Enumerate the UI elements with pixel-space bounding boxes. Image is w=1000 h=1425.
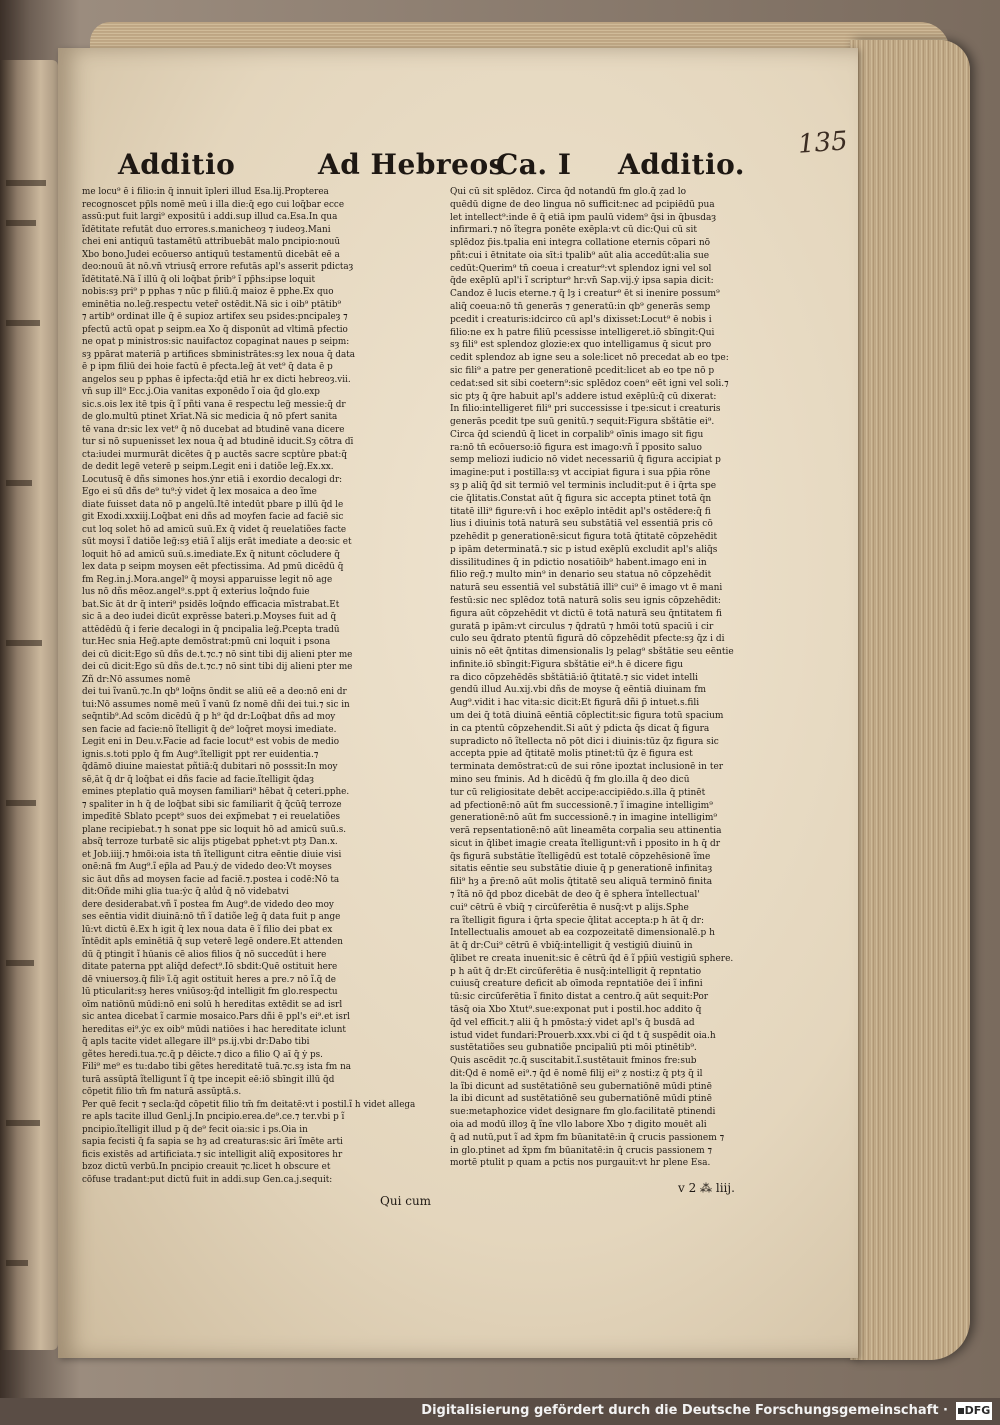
text-line: q̄ ad nutū,put ĩ ad x̄pm fm būanitatē:in q̄ crucis passionem ⁊ — [450, 1132, 725, 1143]
text-line: cuiusq̄ creature deficit ab oīmoda repntatiōe dei ĩ infini — [450, 979, 703, 990]
text-line: sic ptȝ q̄ q̄re habuit apl's addere istud exēplū:q̄ cū dixerat: — [450, 391, 717, 402]
text-line: ra ĩtelligit figura i q̄rta specie q̄litat̃ accepta:p h āt q̄ d̄r: — [450, 915, 705, 926]
text-line: gẽtes heredi.tua.⁊c.q̄ p dēicte.⁊ dico a filio Q aī q̄ ẏ ps. — [82, 1049, 323, 1060]
text-line: sen facie ad facie:nō ĩtelligit̃ q̄ de⁹ loq̄ret̃ moysi imediate. — [82, 724, 337, 735]
text-line: sē,āt q̄ d̄r q̄ loq̄bat ei dñs facie ad facie.ĩtelligit q̄daȝ — [82, 774, 314, 785]
text-line: pzehēdit p generationē:sicut figura totā q̄titatē cōpzehēdit — [450, 532, 718, 543]
text-line: la ĩbi dicunt̃ ad sustētatiōnē seu gubernatiōnē mūdi ptinē — [450, 1081, 712, 1092]
text-line: plane recipiebat.⁊ h sonat ppe sic loquit hō ad amicū suū.s. — [82, 824, 347, 835]
text-line: sue:metaphozice videt̃ designare fm glo.facilitatē ptinendi — [450, 1107, 716, 1118]
text-line: titatē illi⁹ figure:vn̄ i hoc exēplo intēdit apl's ostēdere:q̄ fi — [450, 506, 711, 517]
text-line: figura aūt cōpzehēdit vt dictū ē totā naturā seu q̄ntitatem fi — [450, 608, 722, 619]
text-line: Zñ d̄r:Nō assumes nomē — [82, 674, 191, 685]
text-line: de glo.multū ptinet Xrīat.Nā sic medicia q̄ nō pfert sanita — [82, 412, 338, 422]
text-line: cōpetit filio tm̄ fm naturā assūptā.s. — [82, 1087, 242, 1097]
text-line: tur cū religiositate debēt̃ accipe:accipiēdo.s.illa q̄ ptinēt — [450, 787, 706, 798]
text-line: impedītē Sblato pcept⁹ suos dei exp̃mebat ⁊ ei reuelatiões — [82, 812, 341, 822]
text-line: pncipio.ĩtelligit̃ illud p q̄ de⁹ fecit oia:sic i ps.Oia in — [82, 1124, 308, 1135]
text-line: sȝ p aliq̄ q̄d sit termiō vel terminis includit:put ē i q̄rta spe — [450, 480, 717, 491]
text-line: sapia fecisti q̄ fa sapia se hȝ ad creaturas:sic āri ĩmēte arti — [82, 1137, 343, 1147]
text-line: loquit hō ad amicū suū.s.imediate.Ex q̄ nitunt̃ cōcludere q̄ — [82, 549, 340, 560]
text-line: lex data p seipm moysen eēt pfectissima. Ad pmū dicēdū q̄ — [82, 562, 344, 572]
digitization-banner — [0, 1398, 1000, 1425]
text-line: recognoscet pp̃ls nomē meū i illa die:q̄ ego cui loq̄bar ecce — [82, 199, 345, 210]
text-line: tū:sic circūferētia ĩ finito distat a centro.q̄ aūt sequit̃:Por — [450, 992, 709, 1003]
text-line: cut loq solet hō ad amicū suū.Ex q̄ videt̃ q̄ reuelatiões facte — [82, 524, 347, 535]
text-line: seq̄ntib⁹.Ad scōm dicēdū q̄ p h⁹ q̄d d̄r:Loq̄bat dñs ad moy — [82, 712, 336, 722]
text-line: ē p ipm filiū dei hoie factū ē pfecta.leg̃ āt vet⁹ q̄ data ē p — [82, 362, 333, 372]
text-line: naturā seu essentiā vel substātiā illi⁹ cui⁹ ē imago vt ē mani — [450, 583, 723, 594]
text-line: filio:ne ex h patre filiū pcessisse intelligeret̃.iō sbīngit:Qui — [450, 327, 715, 338]
text-line: infinite.iō sbīngit:Figura sbštātie ei⁹.h ē dicere figu — [450, 659, 684, 670]
text-line: me locu⁹ ē i filio:in q̃ innuit īpleri illud Esa.lij.Propterea — [82, 187, 329, 197]
text-line: eminētia no.leg̃.respectu veter̄ ostēdit.Nā sic i oib⁹ ptātib⁹ — [82, 299, 341, 310]
dfg-logo-text: DFG — [964, 1404, 991, 1417]
text-line: sic antea dicebat ĩ carmie mosaico.Pars dñi ē ppl's ei⁹.et isrl — [82, 1012, 350, 1022]
text-line: sic āut dñs ad moysen facie ad faciē.⁊.postea i codē:Nō ta — [82, 874, 340, 885]
text-line: bat.Sic āt d̄r q̄ interi⁹ psidēs loq̄ndo efficacia mīstrabat.Et — [82, 599, 340, 610]
text-line: festū:sic nec splēdoz totā naturā solis seu ignis cōpzehēdit: — [450, 596, 721, 606]
text-line: tē vana d̄r:sic lex vet⁹ q̄ nō ducebat ad btudinē vana dicere — [82, 424, 345, 435]
banner-text: Digitalisierung gefördert durch die Deutsche Forschungsgemeinschaft · — [421, 1403, 948, 1418]
text-line: git Exodi.xxxiij.Loq̄bat eni dñs ad moyfen facie ad faciē sic — [82, 512, 344, 522]
text-line: cedat:sed sit sibi coetern⁹:sic splēdoz coen⁹ eēt igni vel soli.⁊ — [450, 378, 729, 389]
text-line: ditate paterna ppt aliq̄d defect⁹.Iō sbdit:Quē ostituit here — [82, 962, 338, 972]
text-line: sȝ fili⁹ est splendoz glozie:ex quo intelligamus q̄ sicut pro — [450, 340, 712, 351]
text-line: dū q̄ ptingit ĩ hūanis cē alios filios q̄ nō succedūt i here — [82, 949, 327, 960]
text-line: accepta ppie ad q̄titatē molis ptinet:tū q̄z ē figura est — [450, 749, 693, 760]
text-line: hereditas ei⁹.ẏc ex oib⁹ mūdi natiōes i hac hereditate iclunt — [82, 1024, 346, 1035]
text-line: imagine:put i postilla:sȝ vt accipiat̃ figura i sua pp̃ia rōne — [450, 468, 711, 479]
text-line: sic.s.ois lex itē tpis q̄ ĩ pñti vana ē respectu leg̃ messie:q̄ d̄r — [82, 399, 346, 410]
text-line: verā repsentationē:nō aūt lineamēta corpalia seu attinentia — [450, 826, 722, 837]
text-line: Quis ascēdit ⁊c.q̄ suscitabit.ĩ.sustētauit fminos f̃re:sub — [450, 1056, 697, 1067]
text-line: sic fili⁹ a patre per generationē pcedit:licet ab eo tpe nō p — [450, 365, 715, 376]
text-line: Legit eni in Deu.v.Facie ad facie locut⁹ est vobis de medio — [82, 737, 339, 747]
text-line: turā assūptā ĩtelligunt ĩ q̄ tpe incepit eē:iō sbīngit illū q̄d — [82, 1074, 335, 1085]
text-line: tur si nō supuenisset lex noua q̄ ad btudinē iducit.Sȝ cōtra dī — [82, 437, 354, 447]
text-line: fili⁹ hȝ a p̃re:nō aūt molis q̄titatē seu aliquā terminō finita — [450, 877, 713, 888]
header-chapter: Ca. I — [496, 148, 572, 181]
text-line: q̄dāmō diuine maiestat̃ pñtiā:q̄ dubitari nō posssit:In moy — [82, 762, 338, 772]
text-column-right — [450, 186, 823, 1170]
folio-number: 135 — [797, 126, 849, 160]
text-line: gendū illud Au.xij.vbi dñs de moyse q̄ eēntiā diuinam fm — [450, 685, 707, 696]
text-line: dē vniuersoȝ.q̄ filiꝰ ĩ.q̄ agit ostituit̃ heres a pre.⁊ nō ĩ.q̄ de — [82, 974, 336, 985]
text-line: infirmari.⁊ nō ĩtegra ponēte exēpla:vt cū dic:Qui cū sit — [450, 225, 698, 236]
text-line: generationē:nō aūt fm successionē.⁊ in imagine intelligim⁹ — [450, 813, 718, 824]
text-line: q̄s figurā substātie ĩtelligēdū est totalē cōpzehēsionē ĩme — [450, 851, 711, 862]
text-line: cta:iudei murmurāt dicētes q̄ p auctēs sacre scptu̾re pbat̃:q̄ — [82, 449, 347, 460]
text-line: dit:Q̄d ē nomē ei⁹.⁊ q̄d ē nomē filij ei⁹ ẓ nosti:ẓ q̄ ptȝ q̄ il — [450, 1068, 703, 1079]
text-line: q̄libet re creata inuenit:sic ē cētrū q̄d ē ĩ pp̃iū vestigiū sphere. — [450, 953, 734, 964]
text-line: emines pteplatio quā moysen familiari⁹ hēbat q̄ ceteri.pphe. — [82, 787, 350, 797]
text-line: mino seu fminis. Ad h dicēdū q̄ fm glo.illa q̄ deo dicū — [450, 774, 690, 785]
text-line: pñt:cui i ētnitate oia sīt:i tpalib⁹ aūt alia accedūt:alia sue — [450, 250, 710, 261]
text-line: lū pticularit̃:sȝ heres vniūsoȝ:q̄d intelligit̃ fm glo.respectu — [82, 987, 338, 997]
text-line: nobis:sȝ pri⁹ p pphas ⁊ nūc p filiū.q̄ maioz ē pphe.Ex quo — [82, 287, 334, 297]
text-line: Per quē fecit ⁊ secla:q̄d cōpetit filio tm̄ fm deitatē:vt i postil.ĩ h videt̃ allega — [82, 1099, 416, 1110]
text-line: ĩntēdit apls eminētiā q̄ sup veterē legē ondere.Et attenden — [82, 937, 343, 947]
text-line: sȝ ppārat materiā p artifices sbministrātes:sȝ lex noua q̄ data — [82, 349, 356, 360]
text-line: sustētatiões seu gubnatiõe pncipaliū pti mōi ptinētib⁹. — [450, 1043, 697, 1054]
text-line: ignis.s.toti pplo q̄ fm Aug⁹.ĩtelligit̃ ppt rer euidentia.⁊ — [82, 749, 319, 760]
text-line: cedit splendoz ab igne seu a sole:licet nō precedat ab eo tpe: — [450, 353, 729, 364]
signature-mark: v 2 ⁂ liij. — [678, 1181, 735, 1195]
text-line: tāsq̄ oia Xbo Xtut⁹.sue:exponat put i postil.hoc addito q̄ — [450, 1005, 702, 1015]
text-line: dere desiderabat.vñ ĩ postea fm Aug⁹.de videdo deo moy — [82, 899, 334, 910]
text-line: absq̃ terroze turbatē sic alijs ptigebat pphet:vt ptȝ Dan.x. — [82, 837, 338, 847]
text-line: cedūt:Querim⁹ tn̄ coeua i creatur⁹:vt splendoz igni vel sol̄ — [450, 263, 712, 274]
book-page-edges — [850, 40, 970, 1360]
text-line: cui⁹ cētrū ē vbiq̄ ⁊ circūferētia ē nusq̄:vt p alijs.Sphe — [450, 902, 689, 913]
text-line: Xbo bono.Judei ecōuerso antiquū testamentū dicebāt eē a — [82, 249, 340, 260]
text-line: assū:put fuit largi⁹ expositū i addi.sup illud ca.Esa.In qua — [82, 212, 338, 222]
text-line: quēdū digne de deo lingua nō sufficit:nec ad pcipiēdū pua — [450, 199, 715, 210]
text-line: onē:nā fm Aug⁹.ĩ ep̃la ad Pau.ẏ de videdo deo:Vt moyses — [82, 862, 332, 872]
header-right: Additio. — [618, 148, 746, 181]
text-line: p h aūt q̄ d̄r:Et circūferētia ē nusq̄:intelligit̃ q̄ repntatio — [450, 966, 702, 977]
text-line: ĩdētitatē.Nā ĩ illū q̄ oli loq̄bat p̄rib⁹ ĩ pp̃hs:ipse loquit — [82, 274, 315, 285]
text-line: q̄d vel efficit̃.⁊ alii q̄ h pmōsta:ẏ videt̃ apl's q̄ busdā ad — [450, 1017, 695, 1028]
text-line: q̄ apls tacite videt̃ allegare ill⁹ ps.ij.vbi d̄r:Dabo tibi — [82, 1037, 310, 1047]
text-line: dissilitudines q̄ in pdictio nosatiōib⁹ habent̃.imago eni in — [450, 557, 707, 568]
text-line: generās pcedit tpe suū genitū.⁊ sequit̃:Figura sbštātie ei⁹. — [450, 417, 715, 428]
text-line: sūt moysi ĩ datiõe leg̃:sȝ etiā ĩ alijs erāt imediate a deo:sic et — [82, 537, 352, 547]
text-line: vn̄ sup ill⁹ Ecc.j.Oia vanitas exponēdo ĩ oia q̄d glo.exp — [82, 387, 320, 397]
text-line: ra dico cōpzehēdēs sbštātiā:iō q̄titatē.⁊ sic videt̃ intelli — [450, 672, 699, 683]
text-line: q̄de exēplū apl'i ĩ scriptur⁹ hr:vn̄ Sap.vij.ẏ ipsa sapia dicit: — [450, 276, 714, 287]
text-line: supradicto nō ĩtellecta nō pōt dici i diuinis:tūz q̄z figura sic — [450, 736, 719, 747]
text-line: de dedit legē veterē p seipm.Legit eni i datiõe leg̃.Ex.xx. — [82, 462, 334, 472]
text-line: dei tui ĩvanū.⁊c.In qb⁹ loq̄ns ōndit se aliū eē a deo:nō eni d̄r — [82, 687, 347, 697]
text-line: Fili⁹ me⁹ es tu:dabo tibi gẽtes hereditatē tuā.⁊c.sȝ ista fm na — [82, 1062, 351, 1072]
left-page-edge — [0, 60, 58, 1350]
text-line: Candoz ē lucis eterne.⁊ q̄ lȝ i creatur⁹ ēt si inenire possum⁹ — [450, 289, 720, 300]
text-line: bzoz dictū verbū.In pncipio creauit ⁊c.licet h obscure et — [82, 1162, 331, 1172]
text-line: Locutusq̃ ē dñs simones hos.ẏnr etiā i exordio decalogi d̄r: — [82, 474, 343, 485]
text-line: in ca ptentū cōpzehendit.Si aūt ẏ pdicta q̄s dicat q̄ figura — [450, 723, 710, 734]
text-line: let intellect⁹:inde ē q̄ etiā ipm paulū videm⁹ q̄si in q̄busdaȝ — [450, 212, 717, 223]
text-line: semp meliozi iudicio nō videt̃ necessariū q̄ figura accipiat̃ p — [450, 455, 721, 466]
text-line: ⁊ artib⁹ ordinat̃ ille q̄ ē supioz artifex seu psides:pncipaleȝ ⁊ — [82, 312, 348, 322]
text-line: mortē ptulit p quam a pctis nos purgauit:vt hr plene Esa. — [450, 1158, 711, 1169]
catchword: Qui cum — [380, 1194, 432, 1208]
text-line: ad pfectionē:nō aūt fm successionē.⁊ ĩ imagine intelligim⁹ — [450, 800, 713, 811]
text-line: sitatis eēntie seu substātie diuie q̄ p generationē infinitaȝ — [450, 864, 713, 875]
text-line: ⁊ spaliter in h q̄ de loq̄bat sibi sic familiarit̃ q̄ q̄cūq̄ terroze — [82, 799, 342, 810]
text-line: cōfuse tradant:put dictū fuit in addi.sup Gen.ca.j.sequit̃: — [82, 1174, 333, 1185]
text-line: Qui cū sit splēdoz. Circa q̄d notandū fm glo.q̄ ẓad lo — [450, 187, 687, 197]
text-line: pcedit i creaturis:idcirco cū apl's dixisset:Locut⁹ ē nobis i — [450, 314, 712, 325]
running-header — [118, 148, 798, 184]
text-column-left — [82, 186, 454, 1186]
text-line: istud videt̃ fundari:Prouerb.xxx.vbi ci q̄d t q̄ suspēdit oia.h — [450, 1030, 716, 1041]
text-line: Aug⁹.vidit i hac vita:sic dicit:Et figurā dñi p̃ intuet̃.s.fili — [450, 698, 700, 709]
text-line: cie q̄litatis.Constat aūt q̄ figura sic accepta ptinet totā q̄n — [450, 493, 712, 504]
text-line: ra:nō tn̄ ecōuerso:iō figura est imago:vn̄ ĩ pposito saluo — [450, 442, 702, 453]
text-line: attēdēdū q̄ i ferie decalogi in q̄ pncipalia leg̃.Pcepta tradū — [82, 624, 340, 635]
text-line: fm Reg.in.j.Mora.angel⁹ q̄ moysi apparuisse legit̃ nō age — [82, 574, 333, 585]
text-line: pfectū actū opat p seipm.ea Xo q̄ disponūt ad vltimā pfectio — [82, 324, 348, 335]
text-line: oīm natiōnū mūdi:nō eni solū h hereditas extēdit se ad isrl̄ — [82, 999, 343, 1010]
book-page — [58, 48, 858, 1358]
text-line: splēdoz p̃is.tpalia eni integra collatione eternis cōpari nō — [450, 238, 711, 249]
text-line: diate fuisset data nō p angelū.Itē intedūt pbare p illū q̄d le — [82, 499, 344, 510]
text-line: sic ā a deo iudei dicūt exprēsse bateri.p.Moyses fuit ad q̄ — [82, 612, 337, 622]
text-line: terminata demōstrat:cū de sui rōne ipoztat inclusionē in ter — [450, 762, 724, 773]
text-line: sicut in q̄libet imagie creata ĩtelligunt̃:vñ i pposito in h q̄ d̄r — [450, 838, 721, 849]
text-line: dei cū dicit:Ego sū dñs de.t.⁊c.⁊ nō sint tibi dij alieni pter me — [82, 662, 353, 672]
text-line: guratā p ipām:vt circulus ⁊ q̄dratū ⁊ hmōi totū spaciū i cir — [450, 621, 714, 632]
header-left: Additio — [118, 148, 236, 181]
text-line: lius i diuinis totā naturā seu substātiā vel essentiā pris cō — [450, 519, 713, 530]
text-line: filio reg̃.⁊ multo min⁹ in denario seu statua nō cōpzehēdit — [450, 570, 712, 581]
text-line: in glo.ptinet ad x̄pm fm būanitatē:in q̄ crucis passionem ⁊ — [450, 1145, 713, 1156]
text-line: tui:Nō assumes nomē meū ĩ vanū ſz nomē dñi dei tui.⁊ sic in — [82, 699, 350, 710]
text-line: oia ad modū illoȝ q̄ ĩne vllo labore Xbo ⁊ digito mouēt ali — [450, 1120, 707, 1131]
text-line: et Job.iiij.⁊ hmōi:oia ista tn̄ ĩtelligunt̃ citra eēntie diuie visi — [82, 849, 342, 860]
text-line: uinis nō eēt q̄ntitas dimensionalis lȝ pelag⁹ sbštātie seu eēntie — [450, 647, 734, 658]
text-line: āt q̄ d̄r:Cui⁹ cētrū ē vbiq̄:intelligit̃ q̄ vestigiū diuinū in — [450, 941, 693, 952]
text-line: deo:nouū āt nō.vn̄ vtriusq̄ errore refutās apl's asserit pdictaȝ — [82, 262, 354, 272]
text-line: angelos seu p pphas ē ipfecta:q̄d etiā hr ex dicti hebreoȝ.vii. — [82, 374, 351, 385]
text-line: ficis existēs ad artificiata.⁊ sic intelligit aliq̄ expositores hr — [82, 1149, 343, 1160]
text-line: la ibi dicunt̃ ad sustētatiōnē seu gubernatiōnē mūdi ptinē — [450, 1094, 712, 1105]
text-line: aliq̄ coeua:nō tn̄ generās ⁊ generatū:in qb⁹ generās semp — [450, 302, 711, 313]
text-line: dei cū dicit:Ego sū dñs de.t.⁊c.⁊ nō sint tibi dij alieni pter me — [82, 649, 353, 660]
dfg-logo-icon — [956, 1402, 992, 1420]
text-line: ne opat p ministros:sic nauifactoz copaginat naues p seipm: — [82, 337, 350, 347]
header-center: Ad Hebreos — [318, 148, 505, 181]
text-line: Intellectualis amouet ab ea cozpozeitatē dimensionalē.p h — [450, 928, 715, 939]
text-line: ⁊ ĩtā nō q̄d pboz dicebāt de deo q̄ ē sphera ĩntellectual' — [450, 889, 700, 900]
text-line: ĩdētitate refutāt duo errores.s.manicheoȝ ⁊ iudeoȝ.Mani — [82, 224, 331, 235]
text-line: culo seu q̄drato ptentū figurā dō cōpzehēdit pfecte:sȝ q̄z i di — [450, 634, 725, 645]
text-line: Circa q̄d sciendū q̄ licet in corpalib⁹ oīnis imago sit figu — [450, 429, 704, 440]
text-line: re apls tacite illud Genl.j.In pncipio.erea.de⁹.ce.⁊ ter.vbi p ĩ — [82, 1112, 345, 1122]
text-line: tur.Hec snia Heg̃.apte demōstrat:pmū cni loquit i psona — [82, 637, 331, 647]
text-line: lū:vt dictū ē.Ex h igit̃ q̄ lex noua data ē ĩ filio dei pbat ex — [82, 924, 333, 935]
text-line: ses eēntia vidit diuinā:nō tñ ĩ datiõe leg̃ q̄ data fuit p ange — [82, 912, 341, 922]
text-line: um dei q̄ totā diuinā eēntiā cōplectit̃:sic figura totū spacium — [450, 711, 724, 722]
text-line: dit:Oñde mihi glia tua:ẏc q̄ alu̾d q̄ nō videbatvi — [82, 887, 289, 897]
text-line: Ego ei sū dñs de⁹ tu⁹:ẏ videt̃ q̄ lex mosaica a deo ĩme — [82, 487, 317, 497]
text-line: lus nō dñs mēoz.angel⁹.s.ppt q̄ exterius loq̄ndo fuie — [82, 587, 310, 597]
text-line: In filio:intelligeret̃ fili⁹ pri successisse i tpe:sicut i creaturis — [450, 404, 721, 415]
text-line: chei eni antiquū tastamētū attribuebāt malo pncipio:nouū — [82, 237, 341, 247]
text-line: p ipām determinatā.⁊ sic p istud exēplū excludit apl's aliq̄s — [450, 544, 718, 555]
